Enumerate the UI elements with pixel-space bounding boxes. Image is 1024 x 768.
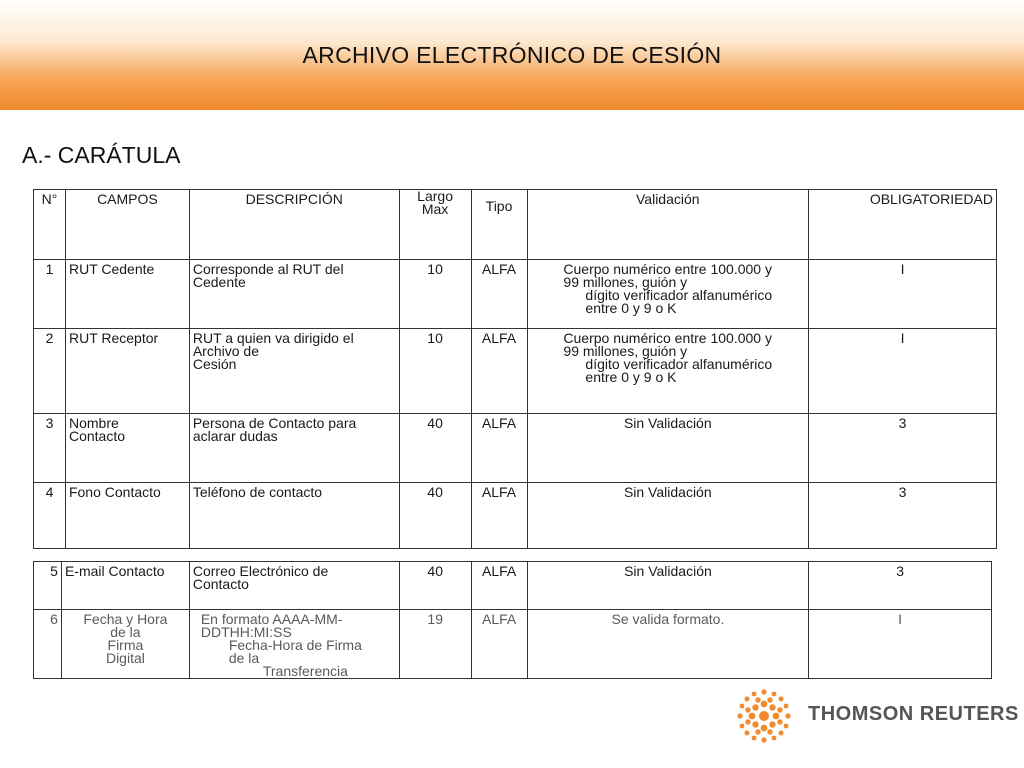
cell-largo: 19	[399, 610, 471, 679]
cell-validacion: Se valida formato.	[527, 610, 809, 679]
brand-name: THOMSON REUTERS	[808, 703, 1019, 725]
header-tipo: Tipo	[471, 190, 527, 260]
cell-validacion: Sin Validación	[527, 562, 809, 610]
cell-obligatoriedad: I	[809, 260, 997, 329]
table-header-row	[34, 190, 997, 260]
cell-tipo: ALFA	[471, 610, 527, 679]
cell-descripcion: En formato AAAA-MM- DDTHH:MI:SS Fecha-Hora de Firma de la Transferencia	[189, 610, 399, 679]
cell-campo: Fono Contacto	[65, 483, 189, 549]
cell-obligatoriedad: 3	[809, 562, 992, 610]
cell-campo: Nombre Contacto	[65, 414, 189, 483]
table-row	[34, 414, 997, 483]
cell-num: 5	[34, 562, 62, 610]
cell-campo: Fecha y Hora de la Firma Digital	[61, 610, 189, 679]
header-descripcion: DESCRIPCIÓN	[189, 190, 399, 260]
header-obligatoriedad: OBLIGATORIEDAD	[809, 190, 997, 260]
table-row	[34, 562, 992, 610]
cell-num: 4	[34, 483, 66, 549]
cell-descripcion: RUT a quien va dirigido el Archivo de Cesión	[189, 329, 399, 414]
cell-largo: 40	[399, 414, 471, 483]
cell-descripcion: Corresponde al RUT del Cedente	[189, 260, 399, 329]
cell-obligatoriedad: I	[809, 610, 992, 679]
cell-largo: 40	[399, 562, 471, 610]
cell-num: 6	[34, 610, 62, 679]
cell-tipo: ALFA	[471, 260, 527, 329]
cell-campo: E-mail Contacto	[61, 562, 189, 610]
cell-obligatoriedad: 3	[809, 414, 997, 483]
cell-tipo: ALFA	[471, 414, 527, 483]
cell-largo: 40	[399, 483, 471, 549]
cell-largo: 10	[399, 260, 471, 329]
cell-largo: 10	[399, 329, 471, 414]
header-num: N°	[34, 190, 66, 260]
cell-num: 3	[34, 414, 66, 483]
cell-num: 2	[34, 329, 66, 414]
header-banner	[0, 0, 1024, 110]
cell-campo: RUT Cedente	[65, 260, 189, 329]
header-largo: Largo Max	[399, 190, 471, 260]
cell-validacion: Sin Validación	[527, 483, 809, 549]
table-row	[34, 610, 992, 679]
section-title: A.- CARÁTULA	[22, 142, 181, 168]
caratula-table	[33, 189, 997, 549]
table-row	[34, 483, 997, 549]
cell-tipo: ALFA	[471, 562, 527, 610]
cell-descripcion: Correo Electrónico de Contacto	[189, 562, 399, 610]
cell-campo: RUT Receptor	[65, 329, 189, 414]
table-row	[34, 329, 997, 414]
caratula-table-continued	[33, 561, 992, 679]
cell-validacion: Cuerpo numérico entre 100.000 y 99 millones, guión y dígito verificador alfanumérico entre 0 y 9 o K	[527, 329, 809, 414]
cell-tipo: ALFA	[471, 483, 527, 549]
cell-obligatoriedad: I	[809, 329, 997, 414]
cell-num: 1	[34, 260, 66, 329]
cell-tipo: ALFA	[471, 329, 527, 414]
page-title: ARCHIVO ELECTRÓNICO DE CESIÓN	[302, 42, 722, 68]
table-row	[34, 260, 997, 329]
cell-descripcion: Teléfono de contacto	[189, 483, 399, 549]
cell-validacion: Cuerpo numérico entre 100.000 y 99 millones, guión y dígito verificador alfanumérico entre 0 y 9 o K	[527, 260, 809, 329]
header-campos: CAMPOS	[65, 190, 189, 260]
thomson-reuters-logo-icon	[732, 684, 796, 748]
header-validacion: Validación	[527, 190, 809, 260]
cell-validacion: Sin Validación	[527, 414, 809, 483]
cell-obligatoriedad: 3	[809, 483, 997, 549]
cell-descripcion: Persona de Contacto para aclarar dudas	[189, 414, 399, 483]
